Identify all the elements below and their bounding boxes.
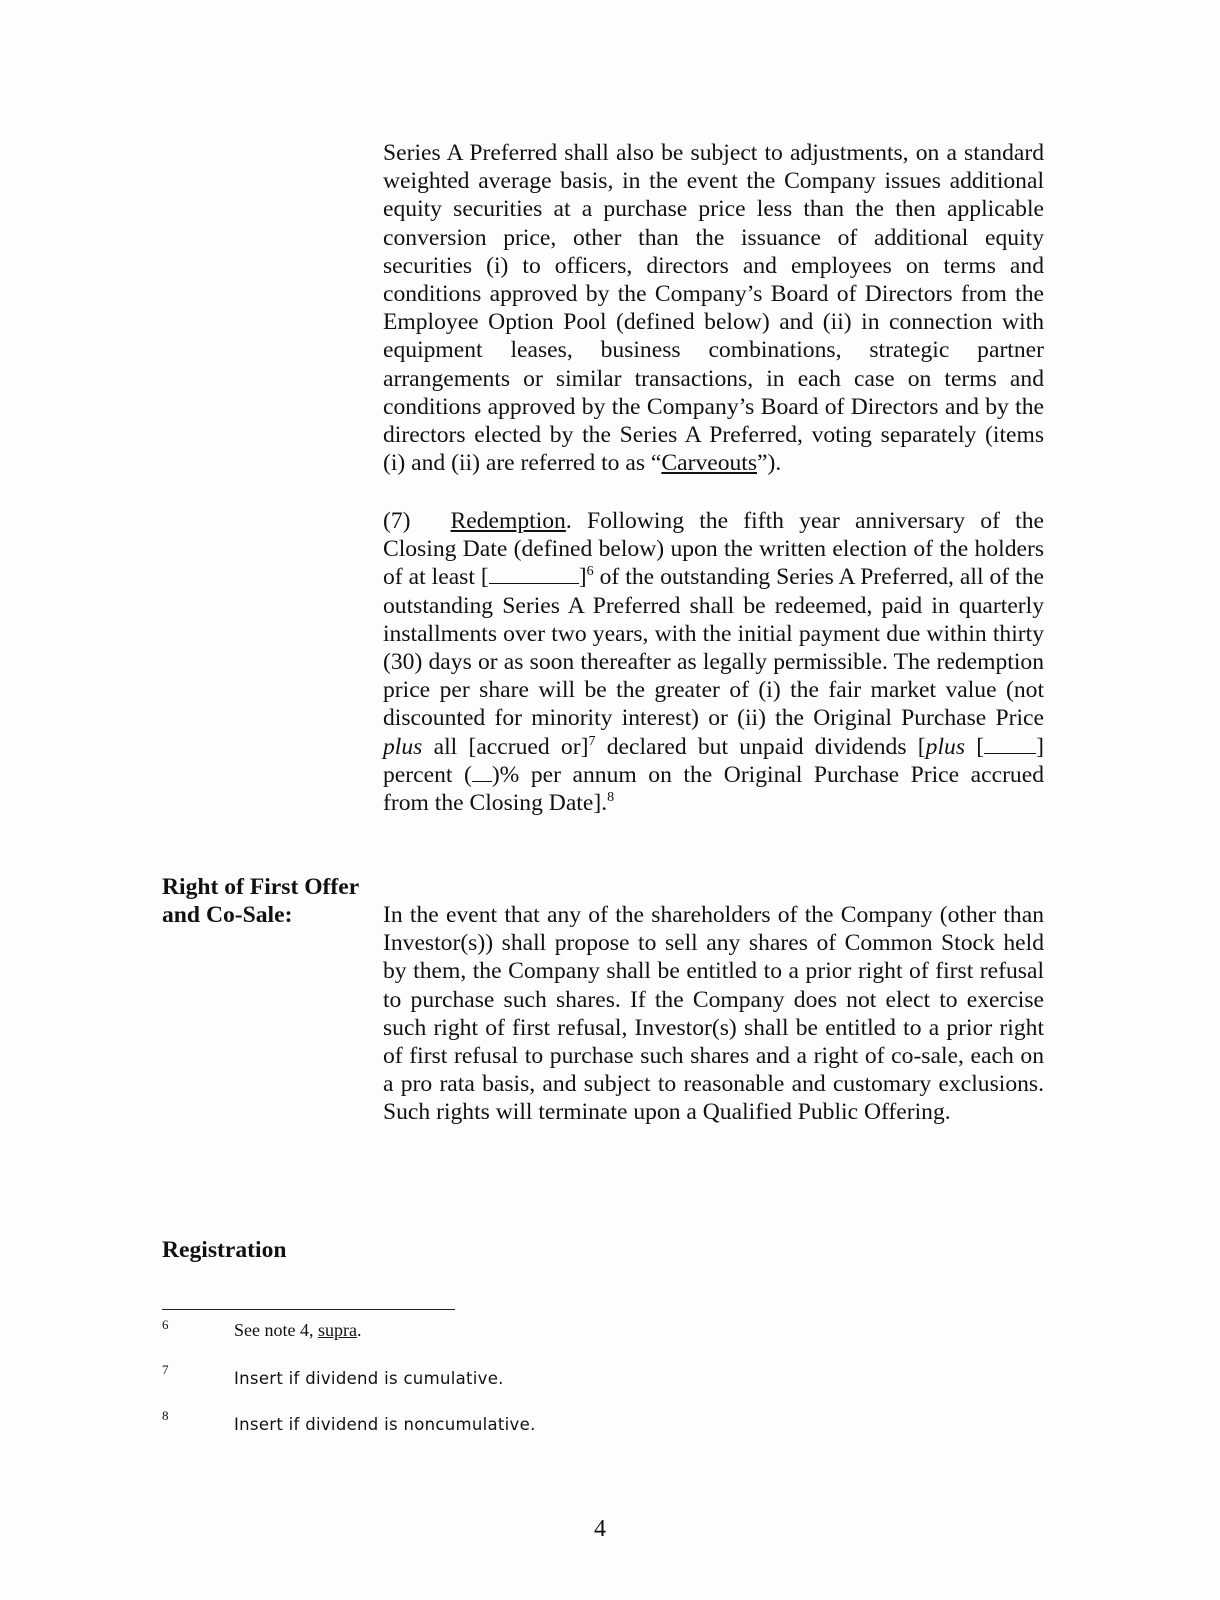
para1-text: Series A Preferred shall also be subject to adjustments, on a standard weighted average basis, in the event the Company issues additional equity securities at a purchase price less than the then applicable conversion price, other than the issuance of additional equity securities (i) to officers, directors and employees on terms and conditions approved by the Company’s Board of Directors from the Employee Option Pool (defined below) and (ii) in connection with equipment leases, business combinations, strategic partner arrangements or similar transactions, in each case on terms and conditions approved by the Company’s Board of Directors and by the directors elected by the Series A Preferred, voting separately (items (i) and (ii) are referred to as “ bbox=[383, 140, 1044, 477]
footnote-6-ref: supra bbox=[317, 1320, 357, 1340]
footnote-7-number: 7 bbox=[162, 1362, 169, 1377]
rofo-heading-line2: and Co-Sale: bbox=[162, 902, 293, 929]
rofo-text: In the event that any of the shareholders of the Company (other than Investor(s)) shall propose to sell any shares of Common Stock held by them, the Company shall be entitled to a prior right of first refusal to purchase such shares. If the Company does not elect to exercise such right of first refusal, Investor(s) shall be entitled to a prior right of first refusal to purchase such shares and a right of co-sale, each on a pro rata basis, and subject to reasonable and customary exclusions. Such rights will terminate upon a Qualified Public Offering. bbox=[383, 902, 1044, 1126]
redemption-text-1: . Following the fifth year anniversary of the Closing Date (defined below) upon the written election of the holders of at least [ bbox=[383, 508, 1044, 591]
plus-italic-1: plus bbox=[383, 733, 423, 760]
redemption-paragraph bbox=[383, 507, 1044, 817]
redemption-text-4: declared but unpaid dividends [ bbox=[595, 733, 926, 760]
footnote-6-text bbox=[234, 1320, 361, 1341]
redemption-number: (7) bbox=[383, 508, 411, 534]
redemption-bracket: ] bbox=[578, 564, 587, 591]
footnote-8-number: 8 bbox=[162, 1408, 169, 1423]
registration-heading: Registration bbox=[162, 1237, 287, 1263]
blank-percentage bbox=[489, 563, 579, 584]
footnote-ref-7: 7 bbox=[588, 733, 596, 749]
redemption-heading: Redemption bbox=[450, 508, 566, 534]
redemption-text-6: ] percent ( bbox=[383, 733, 1045, 788]
footnote-6-number: 6 bbox=[162, 1317, 169, 1332]
redemption-text-5: [ bbox=[965, 733, 985, 760]
rofo-heading-line1: Right of First Offer bbox=[162, 874, 360, 900]
para1-end: ”). bbox=[757, 450, 782, 477]
footnote-ref-6: 6 bbox=[586, 564, 594, 580]
rofo-paragraph bbox=[383, 901, 1044, 1127]
footnote-ref-8: 8 bbox=[607, 790, 615, 806]
blank-percent-numeral bbox=[472, 761, 492, 782]
blank-percent bbox=[984, 733, 1036, 754]
rofo-heading bbox=[162, 873, 382, 929]
redemption-text-7: )% per annum on the Original Purchase Price accrued from the Closing Date]. bbox=[383, 761, 1044, 817]
redemption-text-3: all [accrued or] bbox=[422, 733, 589, 760]
footnote-6-body: See note 4, bbox=[234, 1320, 318, 1340]
footnote-7-text: Insert if dividend is cumulative. bbox=[234, 1369, 504, 1388]
carveouts-term: Carveouts bbox=[661, 450, 758, 477]
page-number: 4 bbox=[594, 1516, 606, 1542]
footnote-8-text: Insert if dividend is noncumulative. bbox=[234, 1415, 536, 1434]
redemption-text-2: of the outstanding Series A Preferred, all of the outstanding Series A Preferred shall be redeemed, paid in quarterly installments over two years, with the initial payment due within thirty (30) days or as soon thereafter as legally permissible. The redemption price per share will be the greater of (i) the fair market value (not discounted for minority interest) or (ii) the Original Purchase Price bbox=[383, 564, 1044, 732]
footnote-separator bbox=[162, 1309, 455, 1310]
plus-italic-2: plus bbox=[925, 733, 966, 760]
conversion-adjustment-paragraph bbox=[383, 139, 1044, 477]
footnote-6-end: . bbox=[356, 1320, 362, 1340]
